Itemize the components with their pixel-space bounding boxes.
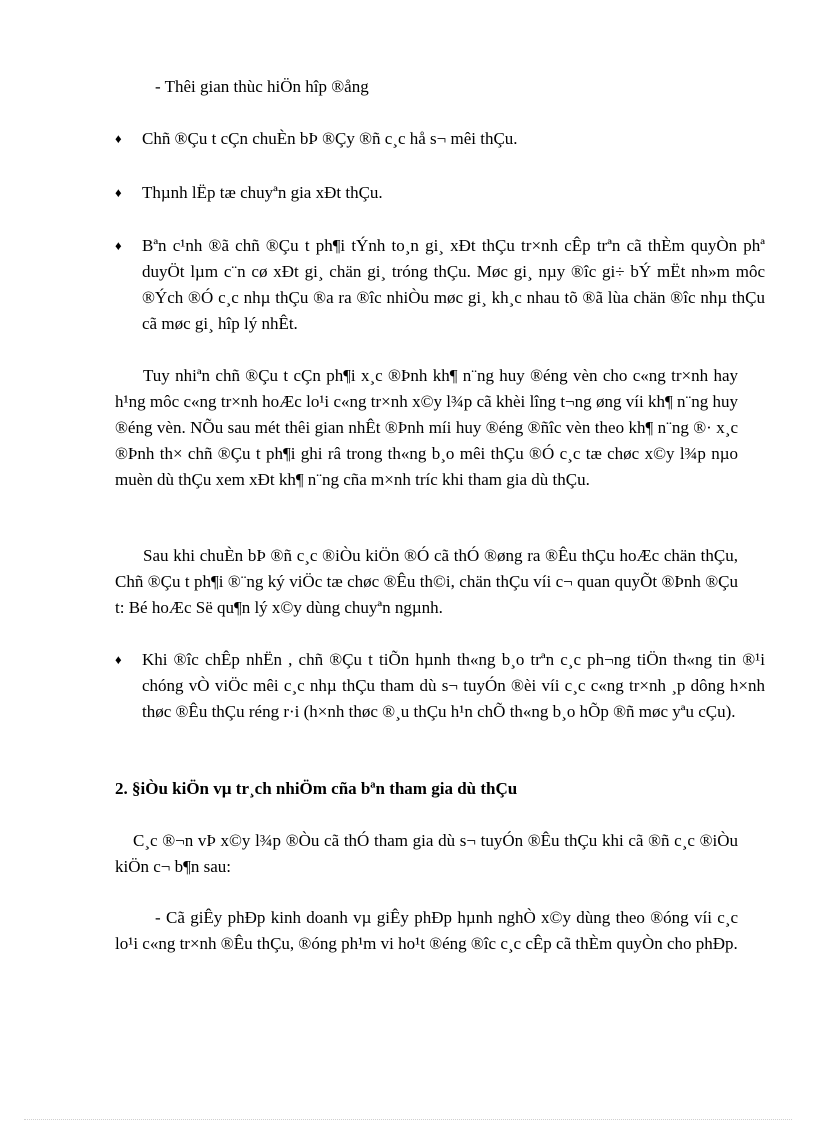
paragraph-registration: Sau khi chuÈn bÞ ®ñ c¸c ®iÒu kiÖn ®Ó cã thÓ ®øng ra ®Êu thÇu hoÆc chän thÇu, Chñ ®Çu t ph¶i ®¨ng ký viÖc tæ chøc ®Êu th©i, chän thÇu víi c¬ quan quyÕt ®Þnh ®Çu t: Bé hoÆc Së qu¶n lý x©y dùng chuyªn ngµnh.: [115, 546, 738, 617]
paragraph-business-license: - Cã giÊy phÐp kinh doanh vµ giÊy phÐp hµnh nghÒ x©y dùng theo ®óng víi c¸c lo¹i c«ng tr×nh ®Êu thÇu, ®óng ph¹m vi ho¹t ®éng ®îc c¸c cÊp cã thÈm quyÒn cho phÐp.: [115, 908, 738, 953]
diamond-bullet-icon: ♦: [115, 652, 122, 667]
bullet-item-1: [115, 126, 765, 152]
bullet-text-3: Bªn c¹nh ®ã chñ ®Çu t ph¶i tÝnh to¸n gi¸ xÐt thÇu tr×nh cÊp trªn cã thÈm quyÒn phª duyÖt lµm c¨n cø xÐt gi¸ chän gi¸ tróng thÇu. Møc gi¸ nµy ®îc gi÷ bÝ mËt nh»m môc ®Ých ®Ó c¸c nhµ thÇu ®a ra ®îc nhiÒu møc gi¸ kh¸c nhau tõ ®ã lùa chän ®îc nhµ thÇu cã møc gi¸ hîp lý nhÊt.: [142, 236, 765, 333]
time-of-contract-line: - Thêi gian thùc hiÖn hîp ®ång: [155, 77, 369, 96]
section-heading: 2. §iÒu kiÖn vµ tr¸ch nhiÖm cña bªn tham gia dù thÇu: [115, 779, 518, 798]
diamond-bullet-icon: ♦: [115, 185, 122, 200]
diamond-bullet-icon: ♦: [115, 131, 122, 146]
bullet-item-2: [115, 180, 765, 206]
bullet-item-3: [115, 233, 765, 337]
paragraph-bidder-conditions: C¸c ®¬n vÞ x©y l¾p ®Òu cã thÓ tham gia dù s¬ tuyÓn ®Êu thÇu khi cã ®ñ c¸c ®iÒu kiÖn c¬ b¶n sau:: [115, 831, 738, 876]
bullet-item-4: [115, 647, 765, 725]
page-bottom-divider: [24, 1119, 792, 1120]
bullet-text-4: Khi ®îc chÊp nhËn , chñ ®Çu t tiÕn hµnh th«ng b¸o trªn c¸c ph¬ng tiÖn th«ng tin ®¹i chóng vÒ viÖc mêi c¸c nhµ thÇu tham dù s¬ tuyÓn ®èi víi c¸c c«ng tr×nh ¸p dông h×nh thøc ®Êu thÇu réng r·i (h×nh thøc ®¸u thÇu h¹n chÕ th«ng b¸o hÕp ®ñ møc yªu cÇu).: [142, 650, 765, 721]
bullet-text-2: Thµnh lËp tæ chuyªn gia xÐt thÇu.: [142, 183, 383, 202]
paragraph-capital-mobilization: Tuy nhiªn chñ ®Çu t cÇn ph¶i x¸c ®Þnh kh¶ n¨ng huy ®éng vèn cho c«ng tr×nh hay h¹ng môc c«ng tr×nh hoÆc lo¹i c«ng tr×nh x©y l¾p cã khèi lîng t¬ng øng víi kh¶ n¨ng huy ®éng vèn. NÕu sau mét thêi gian nhÊt ®Þnh míi huy ®éng ®ñîc vèn theo kh¶ n¨ng ®· x¸c ®Þnh th× chñ ®Çu t ph¶i ghi râ trong th«ng b¸o mêi thÇu ®Ó c¸c tæ chøc x©y l¾p nµo muèn dù thÇu xem xÐt kh¶ n¨ng cña m×nh tríc khi tham gia dù thÇu.: [115, 366, 738, 489]
diamond-bullet-icon: ♦: [115, 238, 122, 253]
bullet-text-1: Chñ ®Çu t cÇn chuÈn bÞ ®Çy ®ñ c¸c hå s¬ mêi thÇu.: [142, 129, 518, 148]
